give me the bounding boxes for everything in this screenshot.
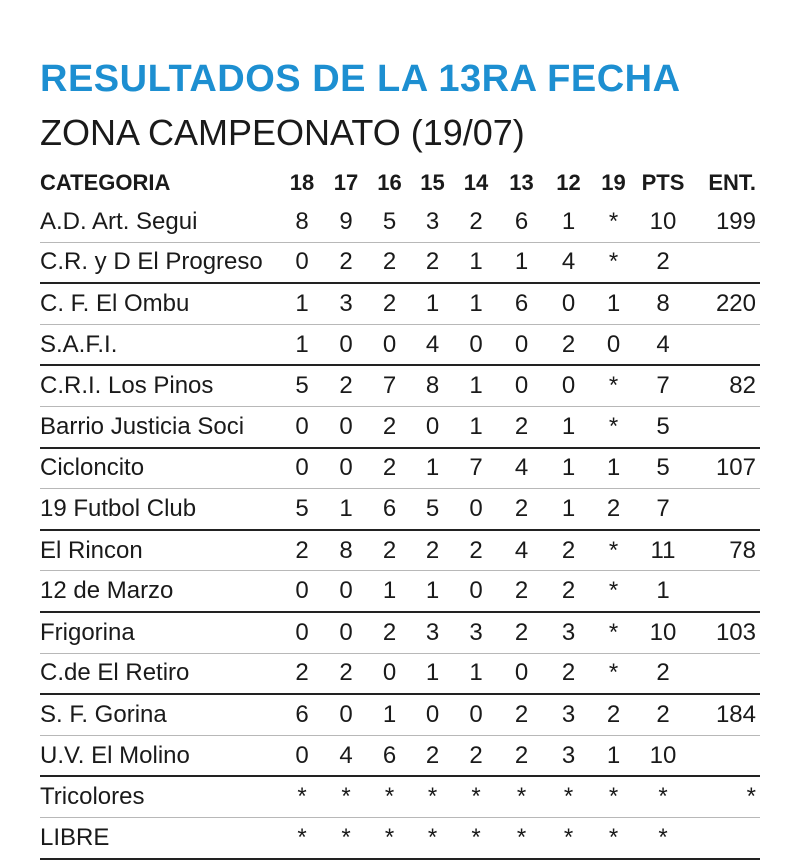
cell-col-17: * <box>324 817 368 858</box>
table-row <box>40 242 760 283</box>
cell-col-13: 2 <box>498 612 545 653</box>
cell-col-13: 2 <box>498 489 545 530</box>
cell-pts: 7 <box>635 489 691 530</box>
cell-ent <box>691 571 760 612</box>
cell-pts: 10 <box>635 202 691 242</box>
table-body <box>40 202 760 859</box>
page-subtitle: ZONA CAMPEONATO (19/07) <box>40 112 525 153</box>
page-title: RESULTADOS DE LA 13RA FECHA <box>40 58 681 100</box>
header-col-14: 14 <box>463 170 489 195</box>
cell-col-13: 2 <box>498 694 545 735</box>
cell-ent: 78 <box>691 530 760 571</box>
cell-col-13: 6 <box>498 202 545 242</box>
cell-pts: 11 <box>635 530 691 571</box>
cell-ent: 103 <box>691 612 760 653</box>
cell-col-17: 0 <box>324 612 368 653</box>
cell-pts: 2 <box>635 694 691 735</box>
cell-col-16: 2 <box>368 612 411 653</box>
cell-col-18: 0 <box>280 448 324 489</box>
cell-col-17: 0 <box>324 694 368 735</box>
table-row <box>40 489 760 530</box>
table-row <box>40 694 760 735</box>
header-col-19: 19 <box>601 170 626 195</box>
cell-col-16: * <box>368 817 411 858</box>
cell-col-19: * <box>592 571 635 612</box>
cell-pts: 10 <box>635 735 691 776</box>
cell-col-15: 2 <box>411 242 454 283</box>
cell-ent <box>691 242 760 283</box>
cell-col-12: 0 <box>545 365 592 406</box>
cell-col-16: 1 <box>368 694 411 735</box>
cell-col-19: 1 <box>592 448 635 489</box>
cell-col-15: 4 <box>411 324 454 365</box>
table-row <box>40 735 760 776</box>
cell-col-15: 0 <box>411 694 454 735</box>
cell-col-12: 3 <box>545 612 592 653</box>
cell-col-12: 2 <box>545 571 592 612</box>
cell-pts: 7 <box>635 365 691 406</box>
cell-col-12: 3 <box>545 694 592 735</box>
cell-col-18: 8 <box>280 202 324 242</box>
team-name: Barrio Justicia Soci <box>40 406 280 447</box>
cell-col-14: 1 <box>454 283 498 324</box>
cell-col-18: 0 <box>280 735 324 776</box>
cell-col-14: 2 <box>454 202 498 242</box>
cell-col-12: 1 <box>545 406 592 447</box>
cell-col-18: * <box>280 817 324 858</box>
cell-col-13: * <box>498 817 545 858</box>
cell-ent <box>691 406 760 447</box>
cell-ent <box>691 324 760 365</box>
cell-ent: 107 <box>691 448 760 489</box>
cell-col-13: 2 <box>498 406 545 447</box>
team-name: S. F. Gorina <box>40 694 280 735</box>
cell-col-12: 1 <box>545 202 592 242</box>
cell-col-16: 2 <box>368 530 411 571</box>
table-row <box>40 612 760 653</box>
cell-pts: 4 <box>635 324 691 365</box>
cell-ent <box>691 489 760 530</box>
cell-ent: 82 <box>691 365 760 406</box>
cell-col-17: 4 <box>324 735 368 776</box>
cell-ent <box>691 653 760 694</box>
cell-col-16: 1 <box>368 571 411 612</box>
cell-col-15: 8 <box>411 365 454 406</box>
cell-col-12: * <box>545 817 592 858</box>
cell-col-14: * <box>454 776 498 817</box>
cell-ent: 199 <box>691 202 760 242</box>
header-pts: PTS <box>641 170 685 195</box>
cell-col-19: 2 <box>592 694 635 735</box>
cell-col-12: 3 <box>545 735 592 776</box>
cell-pts: 1 <box>635 571 691 612</box>
cell-col-12: 0 <box>545 283 592 324</box>
cell-col-19: * <box>592 776 635 817</box>
cell-col-18: 2 <box>280 530 324 571</box>
header-col-18: 18 <box>289 170 315 195</box>
table-row <box>40 448 760 489</box>
team-name: 19 Futbol Club <box>40 489 280 530</box>
cell-col-13: * <box>498 776 545 817</box>
cell-col-17: 1 <box>324 489 368 530</box>
cell-col-18: 0 <box>280 612 324 653</box>
cell-col-14: 1 <box>454 242 498 283</box>
table-row <box>40 202 760 242</box>
cell-col-13: 0 <box>498 653 545 694</box>
cell-col-17: 2 <box>324 653 368 694</box>
cell-col-14: 1 <box>454 365 498 406</box>
header-categoria: CATEGORIA <box>40 170 171 195</box>
cell-col-14: 0 <box>454 694 498 735</box>
cell-pts: 10 <box>635 612 691 653</box>
table-row <box>40 530 760 571</box>
cell-col-15: 1 <box>411 653 454 694</box>
team-name: S.A.F.I. <box>40 324 280 365</box>
cell-pts: * <box>635 817 691 858</box>
cell-col-17: 2 <box>324 365 368 406</box>
results-table <box>40 164 760 860</box>
cell-col-19: * <box>592 406 635 447</box>
header-col-13: 13 <box>509 170 534 195</box>
team-name: C. F. El Ombu <box>40 283 280 324</box>
cell-pts: 2 <box>635 653 691 694</box>
cell-ent: 184 <box>691 694 760 735</box>
cell-col-14: 0 <box>454 489 498 530</box>
header-col-15: 15 <box>420 170 445 195</box>
table-row <box>40 283 760 324</box>
cell-pts: 5 <box>635 406 691 447</box>
cell-col-14: 2 <box>454 530 498 571</box>
table-row <box>40 653 760 694</box>
cell-col-19: * <box>592 530 635 571</box>
cell-col-13: 2 <box>498 571 545 612</box>
cell-col-12: * <box>545 776 592 817</box>
cell-col-17: 0 <box>324 571 368 612</box>
cell-col-17: 9 <box>324 202 368 242</box>
cell-col-17: 2 <box>324 242 368 283</box>
cell-col-12: 2 <box>545 530 592 571</box>
cell-col-17: 0 <box>324 406 368 447</box>
cell-col-13: 1 <box>498 242 545 283</box>
cell-col-14: 2 <box>454 735 498 776</box>
cell-pts: 2 <box>635 242 691 283</box>
cell-col-12: 2 <box>545 653 592 694</box>
cell-col-16: 0 <box>368 324 411 365</box>
table-row <box>40 571 760 612</box>
cell-col-12: 1 <box>545 489 592 530</box>
cell-col-15: 3 <box>411 612 454 653</box>
cell-ent <box>691 735 760 776</box>
table-row <box>40 776 760 817</box>
cell-col-15: 5 <box>411 489 454 530</box>
table-row <box>40 365 760 406</box>
cell-col-14: 1 <box>454 653 498 694</box>
team-name: Frigorina <box>40 612 280 653</box>
team-name: Tricolores <box>40 776 280 817</box>
cell-col-18: 5 <box>280 489 324 530</box>
cell-col-13: 0 <box>498 324 545 365</box>
cell-col-16: 6 <box>368 735 411 776</box>
cell-col-19: * <box>592 612 635 653</box>
team-name: U.V. El Molino <box>40 735 280 776</box>
cell-col-15: 2 <box>411 735 454 776</box>
header-col-16: 16 <box>377 170 402 195</box>
cell-col-16: 7 <box>368 365 411 406</box>
cell-ent <box>691 817 760 858</box>
cell-col-16: 2 <box>368 283 411 324</box>
cell-pts: * <box>635 776 691 817</box>
cell-col-14: 3 <box>454 612 498 653</box>
cell-col-15: 1 <box>411 283 454 324</box>
cell-col-15: 0 <box>411 406 454 447</box>
cell-col-15: 2 <box>411 530 454 571</box>
table-row <box>40 406 760 447</box>
cell-col-13: 2 <box>498 735 545 776</box>
cell-col-19: 1 <box>592 283 635 324</box>
cell-col-12: 4 <box>545 242 592 283</box>
table-row <box>40 817 760 858</box>
cell-col-19: 2 <box>592 489 635 530</box>
header-ent: ENT. <box>708 170 756 195</box>
cell-col-15: 1 <box>411 448 454 489</box>
cell-col-16: 2 <box>368 242 411 283</box>
table-row <box>40 324 760 365</box>
cell-col-13: 0 <box>498 365 545 406</box>
cell-col-17: * <box>324 776 368 817</box>
cell-col-14: * <box>454 817 498 858</box>
team-name: 12 de Marzo <box>40 571 280 612</box>
cell-col-15: * <box>411 817 454 858</box>
team-name: C.R. y D El Progreso <box>40 242 280 283</box>
team-name: El Rincon <box>40 530 280 571</box>
cell-col-16: * <box>368 776 411 817</box>
cell-col-14: 0 <box>454 571 498 612</box>
cell-col-19: 0 <box>592 324 635 365</box>
cell-col-13: 6 <box>498 283 545 324</box>
cell-ent: 220 <box>691 283 760 324</box>
cell-col-15: 1 <box>411 571 454 612</box>
cell-col-18: 1 <box>280 283 324 324</box>
cell-col-16: 0 <box>368 653 411 694</box>
cell-col-17: 8 <box>324 530 368 571</box>
cell-col-18: * <box>280 776 324 817</box>
cell-col-18: 0 <box>280 242 324 283</box>
cell-col-19: * <box>592 242 635 283</box>
cell-col-18: 6 <box>280 694 324 735</box>
cell-col-17: 0 <box>324 448 368 489</box>
cell-col-13: 4 <box>498 448 545 489</box>
cell-col-19: 1 <box>592 735 635 776</box>
header-col-17: 17 <box>333 170 359 195</box>
cell-col-18: 2 <box>280 653 324 694</box>
team-name: Cicloncito <box>40 448 280 489</box>
table-header-row <box>40 164 760 202</box>
cell-col-16: 5 <box>368 202 411 242</box>
header-col-12: 12 <box>556 170 581 195</box>
cell-col-16: 6 <box>368 489 411 530</box>
cell-col-19: * <box>592 202 635 242</box>
team-name: C.de El Retiro <box>40 653 280 694</box>
cell-col-15: * <box>411 776 454 817</box>
cell-col-15: 3 <box>411 202 454 242</box>
cell-col-13: 4 <box>498 530 545 571</box>
cell-pts: 8 <box>635 283 691 324</box>
cell-col-14: 7 <box>454 448 498 489</box>
team-name: C.R.I. Los Pinos <box>40 365 280 406</box>
cell-ent: * <box>691 776 760 817</box>
cell-col-14: 1 <box>454 406 498 447</box>
cell-col-18: 0 <box>280 571 324 612</box>
cell-col-19: * <box>592 365 635 406</box>
cell-col-16: 2 <box>368 448 411 489</box>
cell-col-18: 1 <box>280 324 324 365</box>
cell-col-17: 0 <box>324 324 368 365</box>
cell-col-18: 5 <box>280 365 324 406</box>
team-name: LIBRE <box>40 817 280 858</box>
cell-col-17: 3 <box>324 283 368 324</box>
team-name: A.D. Art. Segui <box>40 202 280 242</box>
cell-col-19: * <box>592 817 635 858</box>
cell-pts: 5 <box>635 448 691 489</box>
cell-col-12: 2 <box>545 324 592 365</box>
cell-col-18: 0 <box>280 406 324 447</box>
cell-col-12: 1 <box>545 448 592 489</box>
cell-col-14: 0 <box>454 324 498 365</box>
cell-col-19: * <box>592 653 635 694</box>
cell-col-16: 2 <box>368 406 411 447</box>
